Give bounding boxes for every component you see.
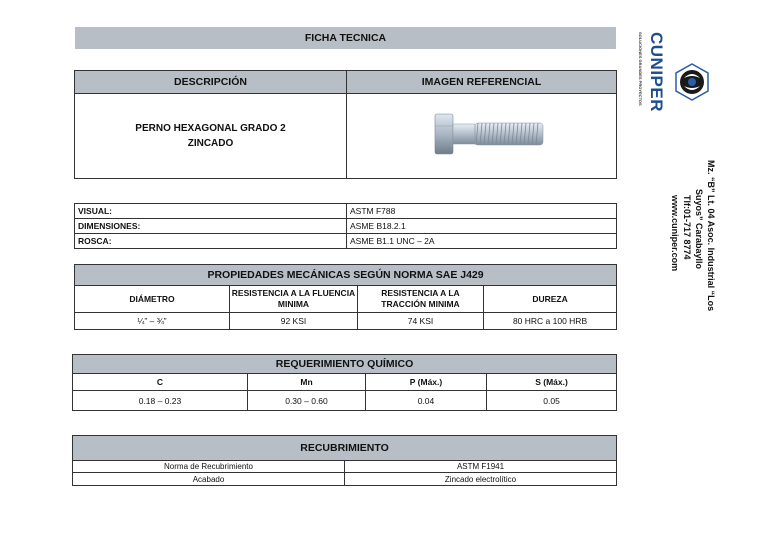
chem-header: S (Máx.) [487,374,617,391]
coating-label: Norma de Recubrimiento [73,461,345,473]
spec-value: ASME B18.2.1 [347,219,617,234]
spec-row [75,234,617,249]
image-header: IMAGEN REFERENCIAL [347,71,617,94]
reference-image-cell [347,94,617,179]
mechanical-title: PROPIEDADES MECÁNICAS SEGÚN NORMA SAE J429 [75,265,617,286]
chemical-title: REQUERIMIENTO QUÍMICO [73,355,617,374]
brand-tagline: SOLUCIONES GRANDES PROYECTOS [638,32,643,106]
company-address [660,160,720,330]
mech-cell: 80 HRC a 100 HRB [484,313,617,330]
chem-row [73,391,617,411]
chem-cell: 0.05 [487,391,617,411]
spec-label: ROSCA: [75,234,347,249]
chemical-requirement-table [72,354,617,411]
brand-name: CUNIPER [647,32,666,113]
brand-emblem-icon [672,62,712,102]
spec-label: VISUAL: [75,204,347,219]
coating-label: Acabado [73,473,345,486]
chem-cell: 0.18 – 0.23 [73,391,248,411]
chem-cell: 0.30 – 0.60 [248,391,366,411]
spec-label: DIMENSIONES: [75,219,347,234]
description-header: DESCRIPCIÓN [75,71,347,94]
website: www.cuniper.com [670,195,680,272]
mechanical-properties-table [74,264,617,330]
product-description-cell [75,94,347,179]
ficha-title: FICHA TECNICA [304,32,387,44]
mech-row [75,313,617,330]
chem-cell: 0.04 [366,391,487,411]
spec-row [75,219,617,234]
address-line2: Suyos” Carabayllo [694,189,704,270]
spec-value: ASTM F788 [347,204,617,219]
mech-cell: 74 KSI [358,313,484,330]
spec-row [75,204,617,219]
brand-logo [636,32,716,128]
mech-header: RESISTENCIA A LA TRACCIÓN MINIMA [358,286,484,313]
bolt-image [397,104,567,164]
chem-header: C [73,374,248,391]
product-name-line2: ZINCADO [187,138,234,149]
coating-row [73,461,617,473]
mech-cell: ¼” – ¾” [75,313,230,330]
mech-cell: 92 KSI [230,313,358,330]
coating-value: ASTM F1941 [345,461,617,473]
mech-header: DUREZA [484,286,617,313]
coating-table [72,435,617,486]
spec-value: ASME B1.1 UNC – 2A [347,234,617,249]
product-name-line1: PERNO HEXAGONAL GRADO 2 [135,123,286,134]
address-line1: Mz. “B” Lt. 04 Asoc. Industrial “Los [706,160,716,312]
coating-row [73,473,617,486]
phone-number: Tlf:01-717 8774 [682,195,692,260]
ficha-title-bar [75,27,616,49]
specs-table [74,203,617,249]
chem-header: P (Máx.) [366,374,487,391]
mech-header: RESISTENCIA A LA FLUENCIA MINIMA [230,286,358,313]
description-table [74,70,617,179]
coating-value: Zincado electrolítico [345,473,617,486]
chem-header: Mn [248,374,366,391]
coating-title: RECUBRIMIENTO [73,436,617,461]
mech-header: DIÁMETRO [75,286,230,313]
